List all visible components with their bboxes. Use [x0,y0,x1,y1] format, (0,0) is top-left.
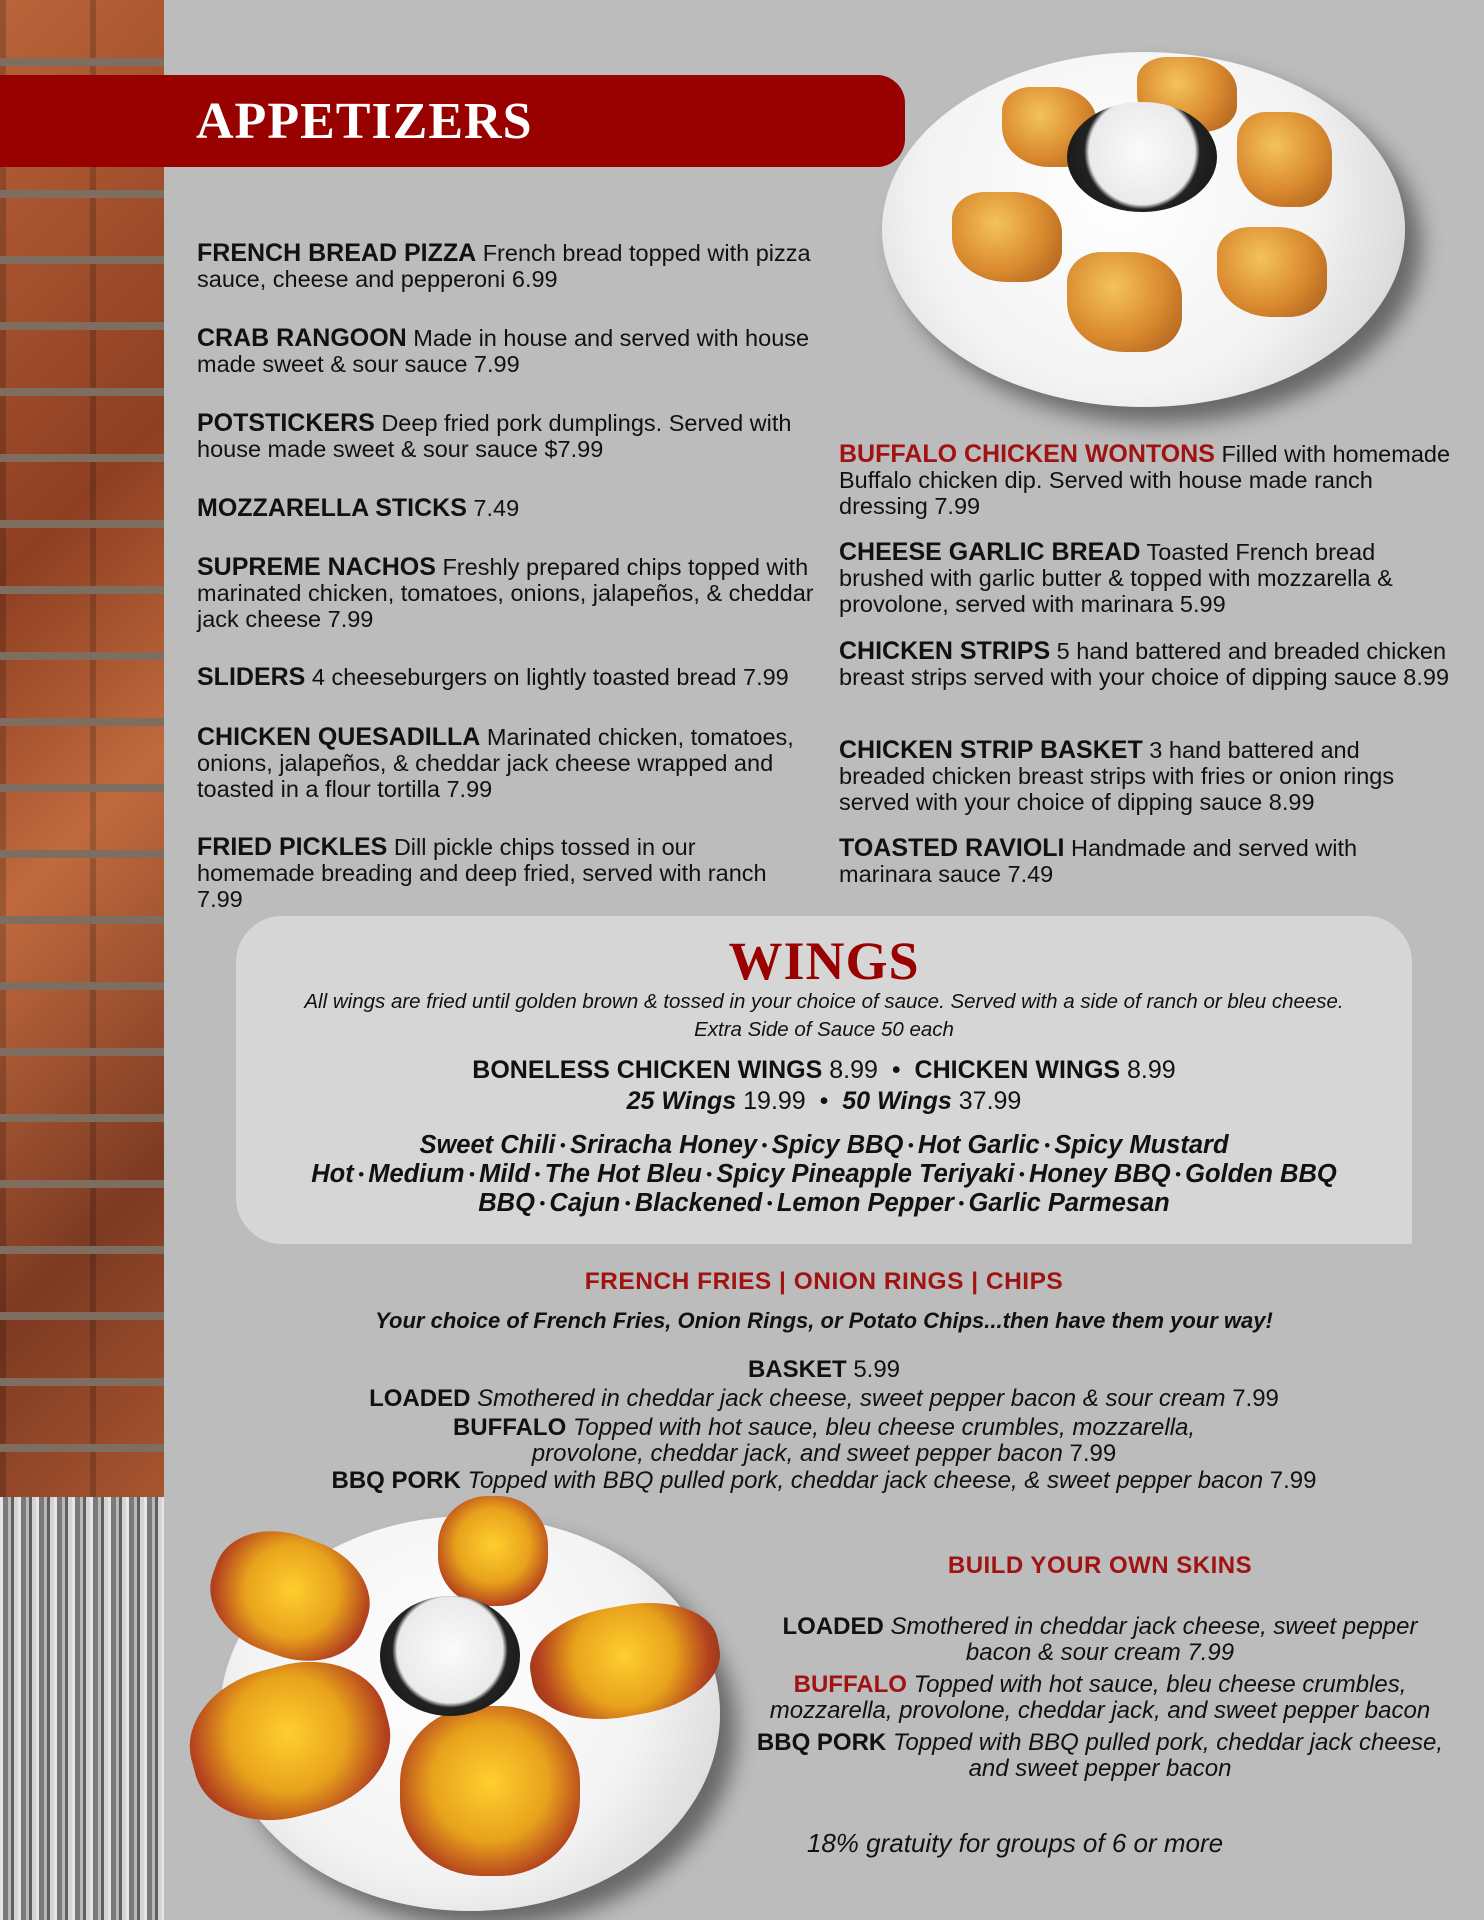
sauce-name: Hot Garlic [917,1131,1040,1159]
brick-wall-image [0,0,164,1497]
menu-item [197,410,815,462]
potato-skin [174,1643,406,1840]
sauce-separator: • [903,1137,918,1155]
potato-skin [438,1496,548,1606]
sauce-name: Spicy Pineapple Teriyaki [716,1160,1015,1188]
menu-item [197,325,815,377]
item-desc: Filled with homemade Buffalo chicken dip. Served with house made ranch dressing 7.99 [839,441,1451,519]
fries-buffalo-price: 7.99 [1069,1440,1117,1467]
skins-loaded-desc: Smothered in cheddar jack cheese, sweet pepper [890,1613,1418,1640]
sauce-separator: • [762,1195,777,1213]
sauce-name: Honey BBQ [1028,1160,1171,1188]
wings-50-label: 50 Wings [842,1087,952,1115]
sauce-name: Cajun [549,1189,621,1217]
item-desc: Made in house and served with house made sweet & sour sauce 7.99 [197,325,810,377]
boneless-wings-label: BONELESS CHICKEN WINGS [472,1056,823,1084]
potato-skin [400,1706,580,1876]
fries-buffalo-desc-2: provolone, cheddar jack, and sweet pepper bacon [531,1440,1063,1467]
item-name: CHICKEN STRIP BASKET [839,736,1143,764]
sauce-separator: • [620,1195,635,1213]
separator: • [819,1087,829,1115]
item-name: SLIDERS [197,663,306,691]
wings-extra-sauce: Extra Side of Sauce 50 each [694,1018,954,1041]
sauce-separator: • [1014,1166,1029,1184]
menu-item [197,834,815,912]
sauce-name: The Hot Bleu [544,1160,702,1188]
potato-skin [522,1590,728,1731]
wings-prices-row [236,1056,1412,1085]
menu-item [197,240,815,292]
wings-intro: All wings are fried until golden brown & tossed in your choice of sauce. Served with a side of ranch or bleu cheese. [304,990,1344,1013]
sauces-row-2 [236,1160,1412,1189]
item-name: SUPREME NACHOS [197,553,436,581]
menu-item [197,495,519,521]
menu-item [839,441,1451,519]
fries-basket-price: 5.99 [853,1356,901,1383]
boneless-wings-price: 8.99 [829,1056,878,1084]
fries-buffalo-row-2 [236,1440,1412,1468]
sauce-name: Garlic Parmesan [968,1189,1170,1217]
skins-bbq-desc-2: and sweet pepper bacon [968,1755,1232,1782]
chicken-wings-price: 8.99 [1127,1056,1176,1084]
sauce-name: Golden BBQ [1185,1160,1337,1188]
menu-item [839,638,1451,690]
sauce-name: Blackened [634,1189,763,1217]
item-desc: 5 hand battered and breaded chicken breast strips served with your choice of dipping sauce 8.99 [839,638,1450,690]
wings-bulk-row [236,1087,1412,1116]
skins-title: BUILD YOUR OWN SKINS [947,1552,1253,1579]
gratuity-note: 18% gratuity for groups of 6 or more [806,1828,1224,1858]
potato-skin [194,1512,385,1679]
menu-item [197,554,815,632]
item-desc: French bread topped with pizza sauce, cheese and pepperoni 6.99 [197,240,811,292]
skins-loaded-label: LOADED [782,1613,884,1640]
wings-title: WINGS [728,931,920,991]
wonton [1067,252,1182,352]
wontons-plate-photo [882,52,1405,407]
item-name: CHEESE GARLIC BREAD [839,538,1141,566]
item-desc: Handmade and served with marinara sauce 7.49 [839,835,1358,887]
wings-25-price: 19.99 [743,1087,806,1115]
striped-border-image [0,1497,164,1920]
sauce-name: Sweet Chili [419,1131,556,1159]
sauce-separator: • [530,1166,545,1184]
wonton [1237,112,1332,207]
fries-bbq-desc: Topped with BBQ pulled pork, cheddar jack cheese, & sweet pepper bacon [467,1467,1264,1494]
item-desc: Freshly prepared chips topped with marinated chicken, tomatoes, onions, jalapeños, & cheddar jack cheese 7.99 [197,554,814,632]
sauce-name: Lemon Pepper [776,1189,954,1217]
ranch-cup [1067,102,1217,212]
skins-bbq-desc: Topped with BBQ pulled pork, cheddar jack cheese, [892,1729,1444,1756]
item-name: MOZZARELLA STICKS [197,494,467,522]
sauce-name: Spicy Mustard [1054,1131,1229,1159]
sauce-separator: • [555,1137,570,1155]
item-name: BUFFALO CHICKEN WONTONS [839,440,1215,468]
wings-25-label: 25 Wings [626,1087,737,1115]
item-name: FRENCH BREAD PIZZA [197,239,477,267]
skins-buffalo-row [740,1671,1460,1699]
item-desc: Deep fried pork dumplings. Served with house made sweet & sour sauce $7.99 [197,410,792,462]
item-name: CHICKEN QUESADILLA [197,723,481,751]
menu-item [839,737,1451,815]
menu-item [197,664,789,690]
sauce-name: Sriracha Honey [569,1131,758,1159]
sauces-row-1 [236,1131,1412,1160]
fries-bbq-row [236,1467,1412,1495]
item-name: POTSTICKERS [197,409,375,437]
sauce-separator: • [353,1166,369,1184]
item-name: TOASTED RAVIOLI [839,834,1065,862]
item-name: FRIED PICKLES [197,833,388,861]
menu-item [197,724,815,802]
sauce-name: BBQ [478,1189,535,1217]
fries-bbq-label: BBQ PORK [331,1467,461,1494]
fries-buffalo-row [236,1414,1412,1442]
menu-item [839,835,1451,887]
appetizers-title: APPETIZERS [196,93,533,150]
fries-bbq-price: 7.99 [1269,1467,1317,1494]
sauce-name: Hot [311,1160,354,1188]
sauce-name: Mild [479,1160,531,1188]
item-desc: 7.49 [473,495,520,521]
potato-skins-plate-photo [220,1516,720,1911]
fries-basket-label: BASKET [747,1356,847,1383]
chicken-wings-label: CHICKEN WINGS [914,1056,1121,1084]
item-desc: Marinated chicken, tomatoes, onions, jalapeños, & cheddar jack cheese wrapped and toasted in a flour tortilla 7.99 [197,724,794,802]
fries-loaded-price: 7.99 [1232,1385,1279,1412]
fries-subtitle: Your choice of French Fries, Onion Rings, or Potato Chips...then have them your way! [375,1308,1273,1333]
skins-loaded-row [740,1613,1460,1641]
sauce-separator: • [1039,1137,1055,1155]
sauce-separator: • [534,1195,550,1213]
skins-bbq-row [740,1729,1460,1757]
sauce-separator: • [464,1166,480,1184]
fries-buffalo-label: BUFFALO [452,1414,567,1441]
sauce-name: Spicy BBQ [771,1131,904,1159]
sauces-row-3 [236,1189,1412,1218]
menu-item [839,539,1451,617]
wonton [1217,227,1327,317]
fries-basket-row [236,1356,1412,1384]
sauce-separator: • [701,1166,717,1184]
skins-buffalo-label: BUFFALO [793,1671,907,1698]
separator: • [891,1056,901,1084]
skins-loaded-desc-2: bacon & sour cream 7.99 [965,1639,1235,1666]
fries-title: FRENCH FRIES | ONION RINGS | CHIPS [584,1268,1064,1295]
item-name: CHICKEN STRIPS [839,637,1051,665]
item-desc: 4 cheeseburgers on lightly toasted bread 7.99 [311,664,789,690]
skins-bbq-label: BBQ PORK [756,1729,887,1756]
sour-cream-cup [380,1596,520,1716]
wonton [952,192,1062,282]
wings-50-price: 37.99 [958,1087,1022,1115]
fries-loaded-label: LOADED [369,1385,471,1412]
fries-buffalo-desc: Topped with hot sauce, bleu cheese crumbles, mozzarella, [572,1414,1196,1441]
item-desc: 3 hand battered and breaded chicken breast strips with fries or onion rings served with your choice of dipping sauce 8.99 [839,737,1395,815]
item-desc: Toasted French bread brushed with garlic butter & topped with mozzarella & provolone, served with marinara 5.99 [839,539,1393,617]
skins-buffalo-desc-2: mozzarella, provolone, cheddar jack, and sweet pepper bacon [769,1697,1431,1724]
sauce-separator: • [757,1137,772,1155]
fries-loaded-desc: Smothered in cheddar jack cheese, sweet pepper bacon & sour cream [477,1385,1226,1412]
sauce-separator: • [953,1195,969,1213]
sauce-name: Medium [368,1160,465,1188]
item-name: CRAB RANGOON [197,324,407,352]
fries-loaded-row [236,1385,1412,1413]
item-desc: Dill pickle chips tossed in our homemade breading and deep fried, served with ranch 7.99 [197,834,767,912]
skins-buffalo-desc: Topped with hot sauce, bleu cheese crumbles, [913,1671,1407,1698]
sauce-separator: • [1170,1166,1186,1184]
